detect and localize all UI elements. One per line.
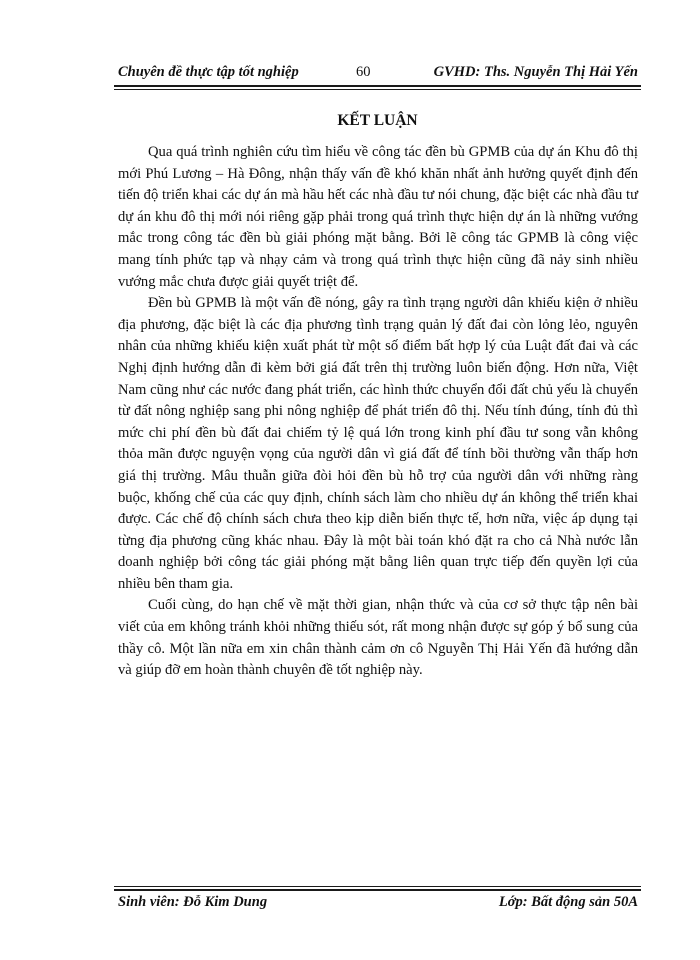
- paragraph-2: Đền bù GPMB là một vấn đề nóng, gây ra tình trạng người dân khiếu kiện ở nhiều địa phương, đặc biệt là các địa phương tình trạng quản lý đất đai còn lỏng lẻo, nguyên nhân của những khiếu kiện xuất phát từ một số điểm bất hợp lý của Luật đất đai và các Nghị định hướng dẫn đi kèm bởi giá đất trên thị trường luôn biến động. Hơn nữa, Việt Nam cũng như các nước đang phát triển, các hình thức chuyển đổi đất chủ yếu là chuyển từ đất nông nghiệp sang phi nông nghiệp để phát triển đô thị. Nếu tính đúng, tính đủ thì mức chi phí đền bù đất đai chiếm tỷ lệ quá lớn trong kinh phí đầu tư song vẫn không thỏa mãn được nguyện vọng của người dân vì giá đất để tính bồi thường vẫn thấp hơn giá thị trường. Mâu thuẫn giữa đòi hỏi đền bù hỗ trợ của người dân với những ràng buộc, khống chế của các quy định, chính sách làm cho nhiều dự án không thể triển khai được. Các chế độ chính sách chưa theo kịp diễn biến thực tế, hơn nữa, việc áp dụng tại từng địa phương cũng khác nhau. Đây là một bài toán khó đặt ra cho cả Nhà nước lẫn doanh nghiệp bởi công tác giải phóng mặt bằng liên quan trực tiếp đến quyền lợi của nhiều bên tham gia.: [118, 295, 638, 592]
- footer-class: Lớp: Bất động sản 50A: [498, 894, 638, 910]
- header-rule-thin: [114, 89, 641, 90]
- header-rule-thick: [114, 85, 641, 87]
- header-supervisor: GVHD: Ths. Nguyễn Thị Hải Yến: [433, 64, 638, 80]
- paragraph-1: Qua quá trình nghiên cứu tìm hiểu về công tác đền bù GPMB của dự án Khu đô thị mới Phú Lương – Hà Đông, nhận thấy vấn đề khó khăn nhất ảnh hưởng quyết định đến tiến độ triển khai các dự án mà hầu hết các nhà đầu tư nói chung, đặc biệt các nhà đầu tư dự án khu đô thị mới nói riêng gặp phải trong quá trình thực hiện dự án là những vướng mắc trong công tác đền bù giải phóng mặt bằng. Bởi lẽ công tác GPMB là công việc mang tính phức tạp và nhạy cảm và trong quá trình thực hiện cũng đã nảy sinh nhiều vướng mắc chưa được giải quyết triệt để.: [118, 144, 638, 290]
- page-number: 60: [356, 64, 371, 80]
- body-text: [118, 142, 638, 682]
- header-report-title: Chuyên đề thực tập tốt nghiệp: [118, 64, 299, 80]
- footer-student: Sinh viên: Đỗ Kim Dung: [118, 894, 268, 910]
- section-title: KẾT LUẬN: [337, 112, 418, 129]
- page-header: [118, 64, 638, 86]
- page-footer: [118, 894, 638, 916]
- paragraph-3: Cuối cùng, do hạn chế về mặt thời gian, nhận thức và của cơ sở thực tập nên bài viết của em không tránh khỏi những thiếu sót, rất mong nhận được sự góp ý bổ sung của thầy cô. Một lần nữa em xin chân thành cảm ơn cô Nguyễn Thị Hải Yến đã hướng dẫn và giúp đỡ em hoàn thành chuyên đề tốt nghiệp này.: [118, 597, 638, 679]
- footer-rule-thick: [114, 889, 641, 891]
- footer-rule-thin: [114, 886, 641, 887]
